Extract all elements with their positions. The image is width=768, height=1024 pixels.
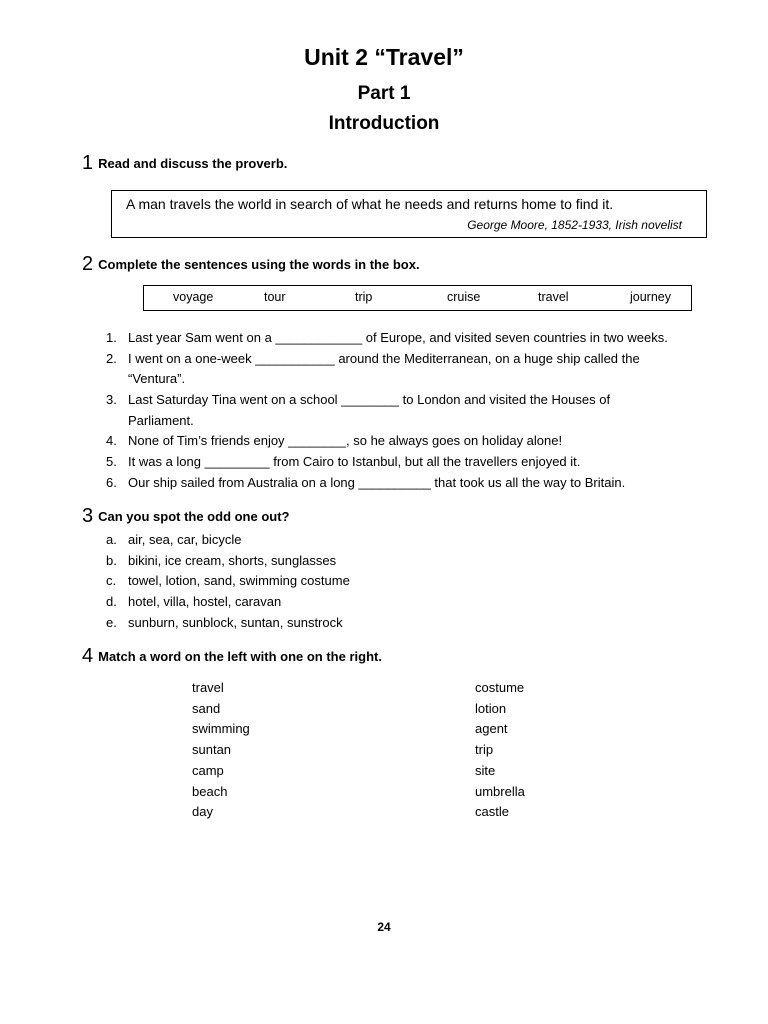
list-marker: 6. bbox=[106, 474, 117, 490]
list-item bbox=[106, 390, 746, 431]
list-marker: c. bbox=[106, 573, 117, 589]
word-box-item: journey bbox=[630, 290, 671, 304]
section-3-heading bbox=[82, 505, 290, 528]
list-marker: 1. bbox=[106, 330, 117, 345]
list-marker: a. bbox=[106, 532, 117, 547]
match-left-column bbox=[192, 678, 250, 823]
word-box-item: tour bbox=[264, 290, 286, 304]
list-marker: d. bbox=[106, 594, 117, 610]
section-number: 2 bbox=[82, 253, 94, 275]
list-item bbox=[106, 431, 746, 452]
word-box-item: trip bbox=[355, 290, 373, 304]
match-right-word: site bbox=[475, 762, 496, 778]
word-box bbox=[143, 285, 692, 311]
word-box-item: cruise bbox=[447, 290, 481, 304]
section-instruction: Read and discuss the proverb. bbox=[98, 156, 288, 171]
part-label: Part 1 bbox=[357, 83, 411, 104]
sentence-text: “Ventura”. bbox=[128, 371, 186, 387]
section-instruction: Complete the sentences using the words in the box. bbox=[98, 257, 420, 272]
item-text: air, sea, car, bicycle bbox=[128, 532, 242, 547]
match-left-word: beach bbox=[192, 783, 228, 799]
item-text: sunburn, sunblock, suntan, sunstrock bbox=[128, 614, 343, 630]
list-item bbox=[106, 571, 706, 592]
page-number: 24 bbox=[377, 920, 391, 934]
match-left-word: camp bbox=[192, 762, 224, 778]
sentence-text: None of Tim’s friends enjoy ________, so he always goes on holiday alone! bbox=[128, 433, 563, 449]
list-marker: 5. bbox=[106, 454, 117, 470]
section-4-heading bbox=[82, 645, 382, 668]
subtitle: Introduction bbox=[328, 113, 440, 134]
match-left-word: suntan bbox=[192, 742, 232, 758]
sentence-text: Last Saturday Tina went on a school ________ to London and visited the Houses of bbox=[128, 392, 611, 408]
section-number: 1 bbox=[82, 152, 94, 174]
sentence-text: Last year Sam went on a ____________ of Europe, and visited seven countries in two weeks. bbox=[128, 330, 668, 345]
section-instruction: Can you spot the odd one out? bbox=[98, 509, 290, 524]
item-text: towel, lotion, sand, swimming costume bbox=[128, 573, 350, 589]
match-left-word: day bbox=[192, 804, 213, 820]
list-item bbox=[106, 473, 746, 494]
list-item bbox=[106, 551, 706, 572]
section-number: 3 bbox=[82, 505, 94, 527]
section-2-heading bbox=[82, 253, 420, 276]
section-instruction: Match a word on the left with one on the right. bbox=[98, 649, 382, 664]
match-right-column bbox=[475, 678, 525, 823]
proverb-text: A man travels the world in search of what he needs and returns home to find it. bbox=[126, 196, 614, 212]
odd-one-out-list bbox=[106, 530, 706, 633]
sentence-text: It was a long _________ from Cairo to Istanbul, but all the travellers enjoyed it. bbox=[128, 454, 581, 470]
list-marker: 2. bbox=[106, 350, 117, 366]
match-left-word: swimming bbox=[192, 721, 250, 737]
page-title: Unit 2 “Travel” bbox=[304, 44, 464, 70]
match-left-word: travel bbox=[192, 680, 224, 695]
list-item bbox=[106, 530, 706, 551]
proverb-box bbox=[111, 190, 707, 238]
list-marker: 3. bbox=[106, 392, 117, 408]
word-box-item: travel bbox=[538, 290, 569, 304]
section-1-heading bbox=[82, 152, 287, 175]
item-text: bikini, ice cream, shorts, sunglasses bbox=[128, 552, 337, 568]
match-right-word: umbrella bbox=[475, 783, 525, 799]
item-text: hotel, villa, hostel, caravan bbox=[128, 594, 282, 610]
match-right-word: trip bbox=[475, 742, 494, 758]
proverb-author: George Moore, 1852-1933, Irish novelist bbox=[467, 218, 682, 232]
list-marker: e. bbox=[106, 614, 117, 630]
match-left-word: sand bbox=[192, 700, 221, 716]
list-item bbox=[106, 349, 746, 390]
sentence-text: Parliament. bbox=[128, 412, 194, 428]
list-marker: b. bbox=[106, 552, 117, 568]
match-right-word: castle bbox=[475, 804, 509, 820]
section-number: 4 bbox=[82, 645, 94, 667]
list-item bbox=[106, 592, 706, 613]
list-item bbox=[106, 452, 746, 473]
sentence-list bbox=[106, 328, 746, 494]
match-right-word: agent bbox=[475, 721, 508, 737]
list-marker: 4. bbox=[106, 433, 117, 449]
sentence-text: I went on a one-week ___________ around the Mediterranean, on a huge ship called the bbox=[128, 350, 640, 366]
sentence-text: Our ship sailed from Australia on a long __________ that took us all the way to Britain. bbox=[128, 474, 626, 490]
match-right-word: lotion bbox=[475, 700, 507, 716]
word-box-item: voyage bbox=[173, 290, 214, 304]
list-item bbox=[106, 328, 746, 349]
match-right-word: costume bbox=[475, 680, 525, 695]
list-item bbox=[106, 613, 706, 634]
